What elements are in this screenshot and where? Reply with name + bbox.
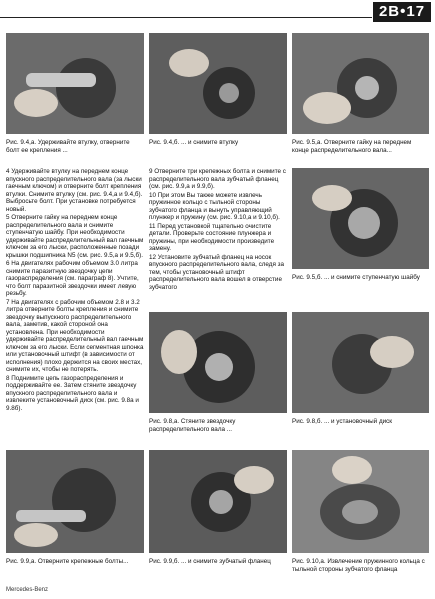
caption-fig-9-8b: Рис. 9.8,б. ... и установочный диск <box>292 418 393 425</box>
paragraph-11: 11 Перед установкой тщательно очистите детали. Проверьте состояние плунжера и пружины, при необходимости произведите замену. <box>149 222 275 252</box>
paragraph-5: 5 Отверните гайку на переднем конце распределительного вала и снимите ступенчатую шайбу. При необходимости удерживайте распределительный вал гаечным ключом за его лыски, расположенные позади крышки подшипника N5 (см. рис. 9.5,а и 9.5,б). <box>6 214 144 259</box>
photo-fig-9-8a <box>149 312 287 413</box>
photo-fig-9-5b <box>292 168 429 269</box>
caption-fig-9-8a: Рис. 9.8,а. Стяните звездочку распределительного вала ... <box>149 418 236 433</box>
photo-fig-9-9a-drawing <box>6 450 144 553</box>
photo-fig-9-10a-drawing <box>292 450 429 553</box>
photo-fig-9-8a-drawing <box>149 312 287 413</box>
photo-fig-9-8b-drawing <box>292 312 429 413</box>
photo-fig-9-9b-drawing <box>149 450 287 553</box>
caption-fig-9-5a: Рис. 9.5,а. Отверните гайку на переднем конце распределительного вала... <box>292 139 412 154</box>
paragraph-7: 7 На двигателях с рабочим объемом 2.8 и 3.2 литра отверните болты крепления и снимите звездочку выпускного распределительного вала, заметив, какой стороной она установлена. При необходимости удерживайте распределительный вал гаечным ключом за его лыски. Если сегментная шпонка или установочный штифт (в зависимости от исполнения) плохо держится на своих местах, снимите их, чтобы не потерять. <box>6 298 144 373</box>
caption-fig-9-4a: Рис. 9.4,а. Удерживайте втулку, отверните болт ее крепления ... <box>6 139 130 154</box>
paragraph-6: 6 На двигателях рабочим объемом 3.0 литра снимите паразитную звездочку цепи газораспределения (см. параграф 8). Учтите, что болт паразитной звездочки имеет левую резьбу. <box>6 260 139 297</box>
body-text-column-1 <box>6 168 144 413</box>
photo-fig-9-9b <box>149 450 287 553</box>
caption-fig-9-10a: Рис. 9.10,а. Извлечение пружинного кольца с тыльной стороны зубчатого фланца <box>292 558 425 573</box>
publisher-footer: Mercedes-Benz <box>6 587 49 593</box>
photo-fig-9-9a <box>6 450 144 553</box>
page-header-rule <box>0 17 372 18</box>
page-number-badge: 2B•17 <box>373 2 431 22</box>
photo-fig-9-4b-drawing <box>149 33 287 134</box>
caption-fig-9-5b: Рис. 9.5,б. ... и снимите ступенчатую шайбу <box>292 274 420 281</box>
paragraph-12: 12 Установите зубчатый фланец на носок впускного распределительного вала, следя за тем, чтобы установочный штифт распределительного вала вошел в отверстие зубчатого <box>149 253 285 291</box>
photo-fig-9-5a-drawing <box>292 33 429 134</box>
paragraph-9: 9 Отверните три крепежных болта и снимите с распределительного вала зубчатый фланец (см. рис. 9.9,а и 9.9,б). <box>149 168 286 190</box>
photo-fig-9-5a <box>292 33 429 134</box>
paragraph-10: 10 При этом Вы также можете извлечь пружинное кольцо с тыльной стороны зубчатого фланца и вынуть управляющий плунжер и пружину (см. рис. 9.10,а и 9.10,б). <box>149 191 280 221</box>
caption-fig-9-4b: Рис. 9.4,б. ... и снимите втулку <box>149 139 239 146</box>
paragraph-4: 4 Удерживайте втулку на переднем конце впускного распределительного вала (за лыски гаечным ключом) и отверните болт крепления втулки. Снимите втулку (см. рис. 9.4,а и 9.4,б). Выбросьте болт. При установке потребуется новый. <box>6 168 143 213</box>
photo-fig-9-5b-drawing <box>292 168 429 269</box>
photo-fig-9-4a <box>6 33 144 134</box>
caption-fig-9-9b: Рис. 9.9,б. ... и снимите зубчатый фланец <box>149 558 271 565</box>
photo-fig-9-4a-drawing <box>6 33 144 134</box>
caption-fig-9-9a: Рис. 9.9,а. Отверните крепежные болты... <box>6 558 129 565</box>
body-text-column-2 <box>149 168 287 292</box>
photo-fig-9-8b <box>292 312 429 413</box>
photo-fig-9-10a <box>292 450 429 553</box>
photo-fig-9-4b <box>149 33 287 134</box>
paragraph-8: 8 Поднимите цепь газораспределения и поддерживайте ее. Затем стяните звездочку впускного распределительного вала и извлеките установочный диск (см. рис. 9.8а и 9.8б). <box>6 374 139 412</box>
